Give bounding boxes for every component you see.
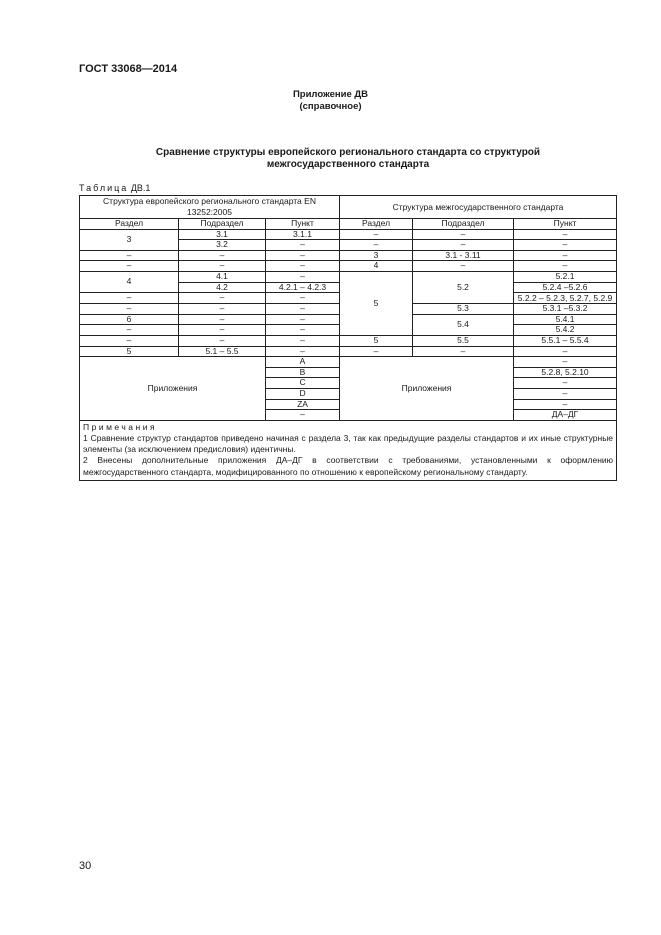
table-cell: – [266,250,340,261]
table-cell: ZA [266,399,340,410]
table-cell: 6 [80,314,179,325]
table-cell: 5.3 [413,304,514,315]
table-cell: 5.5.1 – 5.5.4 [514,335,617,346]
table-caption-id: ДВ.1 [130,183,151,193]
table-row [80,261,617,272]
table-cell: 3.1.1 [266,229,340,240]
table-cell: – [80,335,179,346]
notes-title: Примечания [83,421,158,432]
table-cell: – [514,261,617,272]
table-cell: – [80,293,179,304]
column-header: Раздел [340,219,413,230]
table-cell: 4 [340,261,413,272]
table-cell: 5.2.2 – 5.2.3, 5.2.7, 5.2.9 [514,293,617,304]
table-cell: – [179,304,266,315]
column-header: Раздел [80,219,179,230]
table-cell: – [340,346,413,357]
appendix-type: (справочное) [299,101,362,112]
table-cell: – [514,357,617,368]
table-cell: 5.2.1 [514,271,617,282]
table-cell: 5.3.1 –5.3.2 [514,304,617,315]
table-cell: – [413,261,514,272]
table-cell: 5.4.1 [514,314,617,325]
notes-row [80,420,617,480]
table-cell: – [514,240,617,251]
table-caption [79,183,150,193]
table-cell: – [413,346,514,357]
table-cell: – [514,378,617,389]
table-cell: – [514,388,617,399]
table-cell: – [266,410,340,421]
table-cell: – [266,346,340,357]
table-cell: – [179,325,266,336]
table-cell: – [514,346,617,357]
table-cell: – [340,240,413,251]
table-cell: – [514,250,617,261]
table-cell: 5.2.8, 5.2.10 [514,367,617,378]
table-cell: – [266,304,340,315]
table-cell: ДА–ДГ [514,410,617,421]
table-row [80,229,617,240]
note-1: 1 Сравнение структур стандартов приведено начиная с раздела 3, так как предыдущие разделы стандартов и их иные структурные элементы (за исключением предисловия) идентичны. [83,432,614,455]
table-cell: – [179,250,266,261]
table-cell: 4.2 [179,282,266,293]
table-row [80,271,617,282]
table-cell: 3 [340,250,413,261]
table-cell: – [179,293,266,304]
table-column-header-row [80,219,617,230]
table-caption-word: Таблица [79,183,129,193]
annex-label-european: Приложения [80,357,266,421]
table-cell: – [266,271,340,282]
page-number: 30 [79,860,92,872]
table-row [80,335,617,346]
table-cell: – [179,261,266,272]
table-cell: 4 [80,271,179,292]
table-cell: B [266,367,340,378]
table-cell: 3 [80,229,179,250]
table-cell: – [514,399,617,410]
table-group-header-row [80,196,617,219]
table-cell: – [266,240,340,251]
table-row [80,346,617,357]
table-cell: 5.4.2 [514,325,617,336]
column-header: Подраздел [413,219,514,230]
document-title: Сравнение структуры европейского регионального стандарта со структурой межгосударственного стандарта [155,147,541,170]
table-cell: 3.1 [179,229,266,240]
table-cell: – [266,325,340,336]
table-cell: 5 [340,271,413,335]
table-cell: D [266,388,340,399]
table-cell: – [80,325,179,336]
table-cell: A [266,357,340,368]
table-cell: – [340,229,413,240]
column-header: Пункт [514,219,617,230]
table-cell: – [179,314,266,325]
table-cell: 4.2.1 – 4.2.3 [266,282,340,293]
table-cell: 5.1 – 5.5 [179,346,266,357]
table-row [80,250,617,261]
table-cell: 5.4 [413,314,514,335]
table-cell: – [80,261,179,272]
table-cell: – [80,304,179,315]
table-cell: 5.2.4 –5.2.6 [514,282,617,293]
notes-cell [80,420,617,480]
standard-header: ГОСТ 33068—2014 [79,63,178,75]
table-cell: – [266,261,340,272]
table-cell: – [514,229,617,240]
table-cell: 3.2 [179,240,266,251]
annex-label-interstate: Приложения [340,357,514,421]
table-cell: 5 [80,346,179,357]
appendix-title: Приложение ДВ [292,89,369,100]
table-cell: C [266,378,340,389]
table-cell: – [179,335,266,346]
table-cell: 4.1 [179,271,266,282]
table-cell: – [266,314,340,325]
column-header: Подраздел [179,219,266,230]
note-2: 2 Внесены дополнительные приложения ДА–ДГ в соответствии с требованиями, установленными к оформлению межгосударственного стандарта, модифицированного по отношению к европейскому региональному стандарту. [83,455,614,477]
annex-row [80,357,617,368]
table-cell: 5.2 [413,271,514,303]
column-header: Пункт [266,219,340,230]
table-cell: 5.5 [413,335,514,346]
table-cell: 3.1 - 3.11 [413,250,514,261]
table-cell: – [413,229,514,240]
table-cell: – [266,335,340,346]
table-cell: – [266,293,340,304]
group-header-interstate: Структура межгосударственного стандарта [340,196,617,219]
table-cell: 5 [340,335,413,346]
comparison-table [79,195,617,481]
group-header-european: Структура европейского регионального стандарта EN 13252:2005 [80,196,340,219]
table-cell: – [80,250,179,261]
table-cell: – [413,240,514,251]
